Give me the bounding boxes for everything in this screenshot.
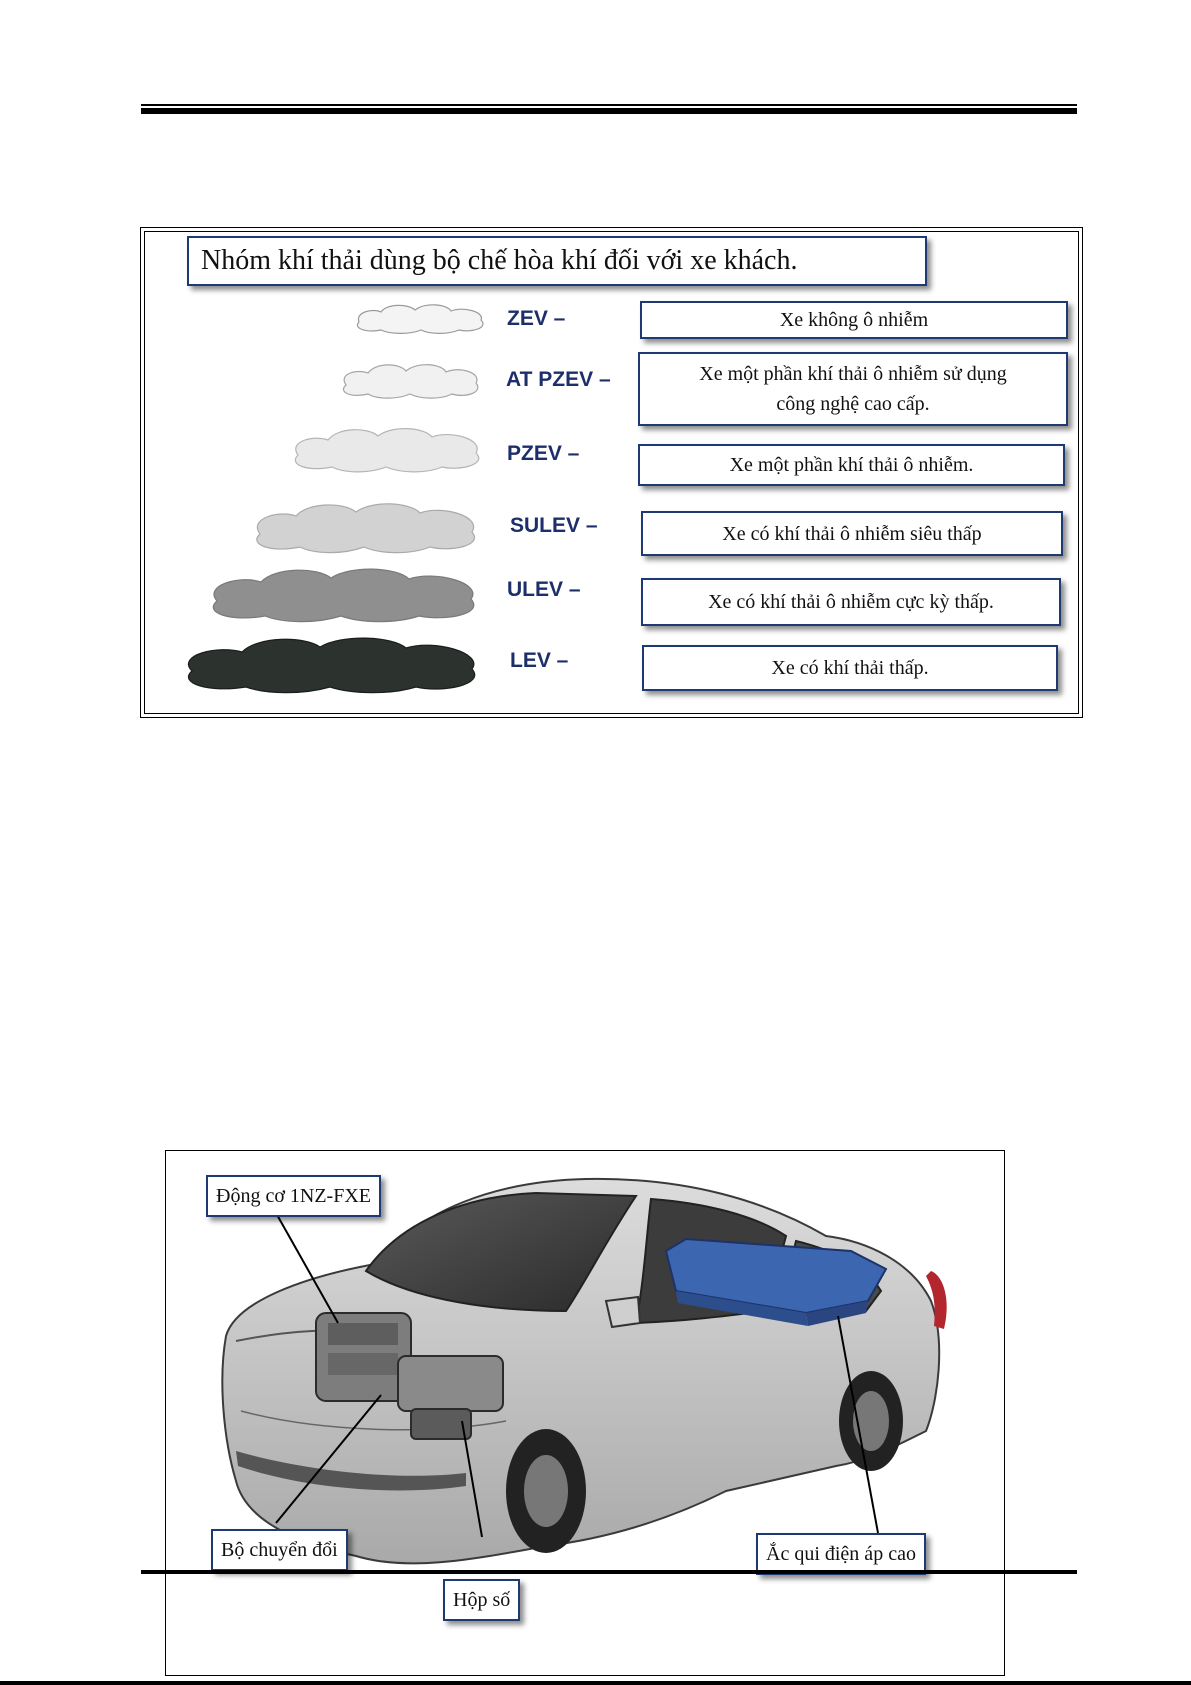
- emission-desc-pzev: [638, 444, 1065, 486]
- emission-desc-zev-text: Xe không ô nhiễm: [779, 309, 929, 331]
- emission-desc-ulev: [641, 578, 1061, 626]
- sulev-cloud-icon: [246, 498, 486, 556]
- emission-code-lev: LEV –: [510, 649, 569, 672]
- emission-desc-zev: [640, 301, 1068, 339]
- emission-desc-lev-text: Xe có khí thải thấp.: [771, 657, 929, 679]
- emission-code-ulev: ULEV –: [507, 578, 581, 601]
- emission-desc-at-pzev-line1: Xe một phần khí thải ô nhiễm sử dụng: [699, 363, 1007, 385]
- emission-desc-ulev-text: Xe có khí thải ô nhiễm cực kỳ thấp.: [708, 591, 994, 613]
- lev-cloud-icon: [176, 633, 486, 697]
- emission-code-zev: ZEV –: [507, 307, 566, 330]
- emission-figure-title: Nhóm khí thải dùng bộ chế hòa khí đối với xe khách.: [187, 236, 927, 286]
- header-rule-thick: [141, 108, 1077, 114]
- page-bottom-edge-rule: [0, 1681, 1191, 1685]
- transmission-label: Hộp số: [443, 1579, 520, 1621]
- battery-label: Ắc qui điện áp cao: [756, 1533, 926, 1575]
- at-pzev-cloud-icon: [336, 359, 486, 401]
- emission-desc-at-pzev-line2: công nghệ cao cấp.: [776, 393, 930, 415]
- inverter-label: Bộ chuyển đổi: [211, 1529, 348, 1571]
- zev-cloud-icon: [351, 300, 491, 336]
- car-illustration: [166, 1151, 1005, 1676]
- engine-label: Động cơ 1NZ-FXE: [206, 1175, 381, 1217]
- emission-desc-sulev: [641, 511, 1063, 556]
- emission-figure: [140, 227, 1083, 718]
- emission-code-sulev: SULEV –: [510, 514, 598, 537]
- emission-desc-pzev-text: Xe một phần khí thải ô nhiễm.: [729, 454, 974, 476]
- ulev-cloud-icon: [201, 563, 486, 625]
- pzev-cloud-icon: [286, 423, 491, 475]
- header-rule-thin: [141, 104, 1077, 106]
- emission-code-at-pzev: AT PZEV –: [506, 368, 611, 391]
- emission-desc-sulev-text: Xe có khí thải ô nhiễm siêu thấp: [722, 522, 982, 545]
- emission-desc-lev: [642, 645, 1058, 691]
- emission-code-pzev: PZEV –: [507, 442, 580, 465]
- emission-desc-at-pzev: [638, 352, 1068, 426]
- footer-rule: [141, 1570, 1077, 1574]
- hybrid-car-figure: [165, 1150, 1005, 1676]
